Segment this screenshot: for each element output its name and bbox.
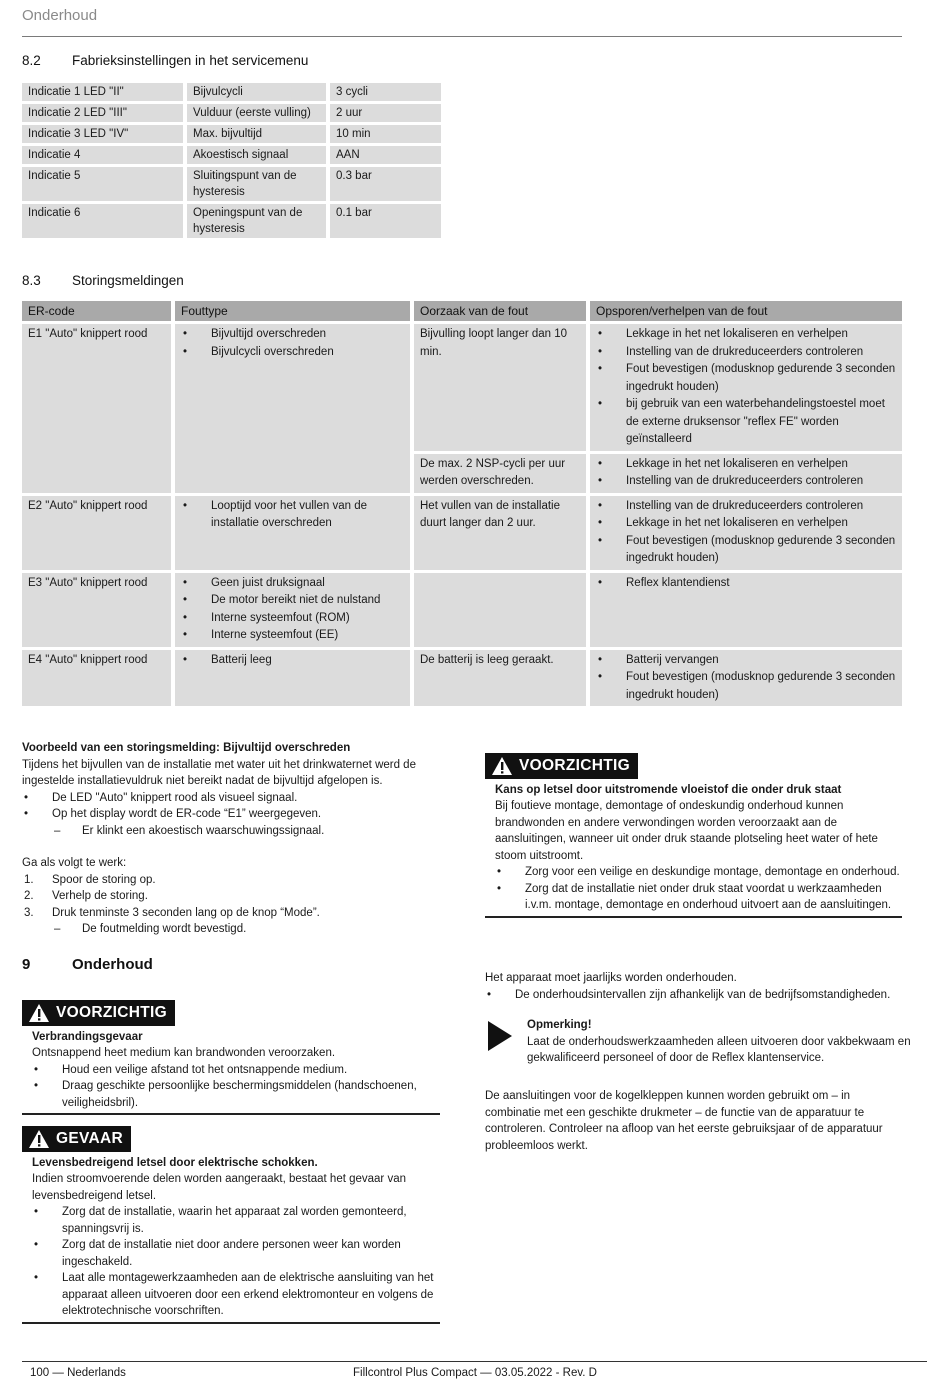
section-heading-8-2	[22, 52, 308, 70]
list-item: • Looptijd voor het vullen van de installatie overschreden	[181, 498, 404, 533]
example-title: Voorbeeld van een storingsmelding: Bijvultijd overschreden	[22, 742, 351, 754]
table-cell: Indicatie 1 LED "II"	[22, 83, 183, 101]
list-item: • Fout bevestigen (modusknop gedurende 3 seconden ingedrukt houden)	[596, 533, 896, 568]
table-row	[22, 104, 441, 122]
error-cause-cell: Het vullen van de installatie duurt langer dan 2 uur.	[414, 496, 586, 570]
list-item-text: Zorg voor een veilige en deskundige montage, demontage en onderhoud.	[525, 866, 900, 878]
list-item: • Lekkage in het net lokaliseren en verhelpen	[596, 326, 896, 344]
error-cause-cell	[414, 573, 586, 647]
step-subitem: – De foutmelding wordt bevestigd.	[54, 923, 247, 935]
table-cell: Max. bijvultijd	[187, 125, 326, 143]
step-text: De foutmelding wordt bevestigd.	[82, 923, 247, 935]
table-row	[22, 167, 441, 201]
badge-label: GEVAAR	[56, 1129, 123, 1147]
footer-document-info: Fillcontrol Plus Compact — 03.05.2022 - Rev. D	[353, 1367, 597, 1379]
list-item: • Zorg voor een veilige en deskundige montage, demontage en onderhoud.	[497, 866, 900, 878]
table-cell: Sluitingspunt van de hysteresis	[187, 167, 326, 201]
list-item: • Interne systeemfout (ROM)	[181, 610, 404, 628]
list-item: • De LED "Auto" knippert rood als visueel signaal.	[24, 791, 298, 804]
list-subitem: – Er klinkt een akoestisch waarschuwingssignaal.	[54, 824, 325, 837]
list-item: • Batterij vervangen	[596, 652, 896, 670]
list-item-text: Zorg dat de installatie niet onder druk staat voordat u werkzaamheden i.v.m. montage, demontage en onderhoud uitvoert aan de aansluitingen.	[525, 882, 892, 911]
header-title: Onderhoud	[22, 7, 98, 24]
error-fix-cell	[590, 573, 902, 647]
error-messages-table	[18, 298, 906, 709]
caution-badge	[22, 1000, 175, 1026]
table-cell: Bijvulcycli	[187, 83, 326, 101]
column-header: Opsporen/verhelpen van de fout	[590, 301, 902, 321]
table-row	[22, 573, 902, 647]
warning-title: Levensbedreigend letsel door elektrische schokken.	[32, 1156, 318, 1169]
error-fix-cell	[590, 496, 902, 570]
error-fix-cell	[590, 324, 902, 451]
section-number: 8.2	[22, 53, 41, 68]
table-cell: Indicatie 5	[22, 167, 183, 201]
step-item: 1. Spoor de storing op.	[24, 873, 156, 886]
factory-settings-table	[18, 80, 445, 241]
table-cell: Indicatie 3 LED "IV"	[22, 125, 183, 143]
list-item: • Fout bevestigen (modusknop gedurende 3 seconden ingedrukt houden)	[596, 669, 896, 704]
error-type-cell	[175, 324, 410, 493]
table-cell: 2 uur	[330, 104, 441, 122]
maintenance-intro: Het apparaat moet jaarlijks worden onderhouden.	[485, 972, 737, 984]
table-cell: Vulduur (eerste vulling)	[187, 104, 326, 122]
danger-badge	[22, 1126, 131, 1152]
maintenance-text	[485, 970, 915, 1003]
table-row	[22, 83, 441, 101]
badge-label: VOORZICHTIG	[519, 756, 630, 774]
list-item: • Lekkage in het net lokaliseren en verhelpen	[596, 515, 896, 533]
danger-electric-box	[22, 1126, 440, 1324]
error-code-cell: E3 "Auto" knippert rood	[22, 573, 171, 647]
list-item: • Draag geschikte persoonlijke beschermingsmiddelen (handschoenen, veiligheidsbril).	[34, 1080, 417, 1109]
table-row	[22, 650, 902, 707]
list-item: • Zorg dat de installatie niet onder druk staat voordat u werkzaamheden i.v.m. montage, demontage en onderhoud uitvoert aan de aansluitingen.	[497, 882, 892, 911]
list-item-text: Zorg dat de installatie niet door andere personen weer kan worden ingeschakeld.	[62, 1239, 401, 1268]
error-code-cell: E2 "Auto" knippert rood	[22, 496, 171, 570]
list-item: • Reflex klantendienst	[596, 575, 896, 593]
list-item: • Zorg dat de installatie, waarin het apparaat zal worden gemonteerd, spanningsvrij is.	[34, 1206, 407, 1235]
table-row	[22, 146, 441, 164]
column-header: Fouttype	[175, 301, 410, 321]
list-item: • Instelling van de drukreduceerders controleren	[596, 344, 896, 362]
step-item: 2. Verhelp de storing.	[24, 890, 148, 902]
section-title: Onderhoud	[72, 956, 153, 973]
table-cell: 0.1 bar	[330, 204, 441, 238]
badge-label: VOORZICHTIG	[56, 1003, 167, 1021]
section-title: Fabrieksinstellingen in het servicemenu	[72, 53, 309, 68]
caution-badge	[485, 753, 638, 779]
list-item: • Fout bevestigen (modusknop gedurende 3 seconden ingedrukt houden)	[596, 361, 896, 396]
list-item-text: De LED "Auto" knippert rood als visueel signaal.	[52, 791, 298, 804]
error-type-cell	[175, 573, 410, 647]
section-title: Storingsmeldingen	[72, 273, 184, 288]
error-cause-cell: De batterij is leeg geraakt.	[414, 650, 586, 707]
list-item: • Lekkage in het net lokaliseren en verhelpen	[596, 456, 896, 474]
list-item: • Interne systeemfout (EE)	[181, 627, 404, 645]
column-header: Oorzaak van de fout	[414, 301, 586, 321]
table-header-row	[22, 301, 902, 321]
error-type-cell	[175, 650, 410, 707]
error-type-cell	[175, 496, 410, 570]
table-row	[22, 496, 902, 570]
error-fix-cell	[590, 454, 902, 493]
warning-text: Bij foutieve montage, demontage of ondeskundig onderhoud kunnen brandwonden en andere verwondingen worden veroorzaakt aan de aansluitingen, wanneer uit onder druk staande plotseling heet water of hete stoom uitstroomt.	[495, 800, 878, 862]
list-item: • Geen juist druksignaal	[181, 575, 404, 593]
warning-title: Kans op letsel door uitstromende vloeistof die onder druk staat	[495, 783, 842, 796]
list-item: • Batterij leeg	[181, 652, 404, 670]
warning-triangle-icon	[28, 1129, 50, 1149]
table-cell: Indicatie 2 LED "III"	[22, 104, 183, 122]
section-number: 8.3	[22, 273, 41, 288]
error-cause-cell: Bijvulling loopt langer dan 10 min.	[414, 324, 586, 451]
list-item: • Houd een veilige afstand tot het ontsnappende medium.	[34, 1063, 348, 1076]
list-item: • Zorg dat de installatie niet door andere personen weer kan worden ingeschakeld.	[34, 1239, 401, 1268]
note-text: Laat de onderhoudswerkzaamheden alleen uitvoeren door vakbekwaam en gekwalificeerd personeel of door de Reflex klantenservice.	[527, 1035, 911, 1064]
step-text: Druk tenminste 3 seconden lang op de knop “Mode”.	[52, 906, 320, 919]
step-text: Verhelp de storing.	[52, 890, 148, 902]
list-item: • Instelling van de drukreduceerders controleren	[596, 473, 896, 491]
error-cause-cell: De max. 2 NSP-cycli per uur werden overschreden.	[414, 454, 586, 493]
warning-title: Verbrandingsgevaar	[32, 1030, 143, 1043]
table-row	[22, 125, 441, 143]
list-item: • Bijvultijd overschreden	[181, 326, 404, 344]
list-item-text: Draag geschikte persoonlijke beschermingsmiddelen (handschoenen, veiligheidsbril).	[62, 1080, 417, 1109]
footer-page-number: 100 — Nederlands	[30, 1367, 126, 1379]
column-header: ER-code	[22, 301, 171, 321]
section-number: 9	[22, 956, 31, 973]
steps-intro: Ga als volgt te werk:	[22, 857, 127, 869]
list-item: • Instelling van de drukreduceerders controleren	[596, 498, 896, 516]
table-cell: Openingspunt van de hysteresis	[187, 204, 326, 238]
error-example	[22, 740, 442, 938]
error-fix-cell	[590, 650, 902, 707]
footer-divider	[22, 1361, 927, 1362]
warning-text: Indien stroomvoerende delen worden aangeraakt, bestaat het gevaar van levensbedreigend letsel.	[32, 1173, 407, 1202]
list-item: • Op het display wordt de ER-code “E1” weergegeven.	[24, 808, 322, 820]
error-code-cell: E1 "Auto" knippert rood	[22, 324, 171, 493]
list-item-text: De onderhoudsintervallen zijn afhankelijk van de bedrijfsomstandigheden.	[515, 988, 891, 1001]
table-cell: 0.3 bar	[330, 167, 441, 201]
table-cell: 10 min	[330, 125, 441, 143]
table-row	[22, 204, 441, 238]
list-item: • Bijvulcycli overschreden	[181, 344, 404, 362]
page-header	[22, 5, 902, 37]
list-item: • De onderhoudsintervallen zijn afhankelijk van de bedrijfsomstandigheden.	[487, 988, 891, 1001]
warning-triangle-icon	[491, 756, 513, 776]
section-heading-8-3	[22, 272, 184, 290]
list-item-text: Laat alle montagewerkzaamheden aan de elektrische aansluiting van het apparaat alleen uitvoeren door een erkend elektromonteur en volgens de elektrotechnische voorschriften.	[62, 1272, 434, 1317]
table-cell: AAN	[330, 146, 441, 164]
list-item-text: Er klinkt een akoestisch waarschuwingssignaal.	[82, 824, 325, 837]
list-item-text: Zorg dat de installatie, waarin het apparaat zal worden gemonteerd, spanningsvrij is.	[62, 1206, 407, 1235]
step-text: Spoor de storing op.	[52, 873, 156, 886]
error-code-cell: E4 "Auto" knippert rood	[22, 650, 171, 707]
list-item: • De motor bereikt niet de nulstand	[181, 592, 404, 610]
list-item-text: Houd een veilige afstand tot het ontsnappende medium.	[62, 1063, 348, 1076]
closing-paragraph: De aansluitingen voor de kogelkleppen kunnen worden gebruikt om – in combinatie met een geschikte drukmeter – de functie van de apparatuur te controleren. Controleer na afloop van het eerste gebruiksjaar of de apparatuur probleemloos werkt.	[485, 1090, 883, 1152]
example-intro: Tijdens het bijvullen van de installatie met water uit het drinkwaternet werd de ingestelde installatievuldruk niet bereikt nadat de bijvultijd afgelopen is.	[22, 758, 416, 787]
table-cell: 3 cycli	[330, 83, 441, 101]
caution-pressure-box	[485, 753, 902, 918]
table-cell: Akoestisch signaal	[187, 146, 326, 164]
note-title: Opmerking!	[527, 1019, 592, 1031]
list-item-text: Op het display wordt de ER-code “E1” weergegeven.	[52, 808, 322, 820]
table-cell: Indicatie 4	[22, 146, 183, 164]
caution-burn-box	[22, 1000, 440, 1115]
list-item: • bij gebruik van een waterbehandelingstoestel moet de externe druksensor "reflex FE" worden geïnstalleerd	[596, 396, 896, 449]
step-item: 3. Druk tenminste 3 seconden lang op de knop “Mode”.	[24, 906, 320, 919]
note-arrow-icon	[488, 1021, 512, 1051]
table-cell: Indicatie 6	[22, 204, 183, 238]
section-heading-9	[22, 956, 153, 974]
note-block	[527, 1017, 912, 1067]
table-row	[22, 324, 902, 451]
warning-text: Ontsnappend heet medium kan brandwonden veroorzaken.	[32, 1047, 336, 1059]
list-item: • Laat alle montagewerkzaamheden aan de elektrische aansluiting van het apparaat alleen uitvoeren door een erkend elektromonteur en volgens de elektrotechnische voorschriften.	[34, 1272, 434, 1317]
warning-triangle-icon	[28, 1003, 50, 1023]
